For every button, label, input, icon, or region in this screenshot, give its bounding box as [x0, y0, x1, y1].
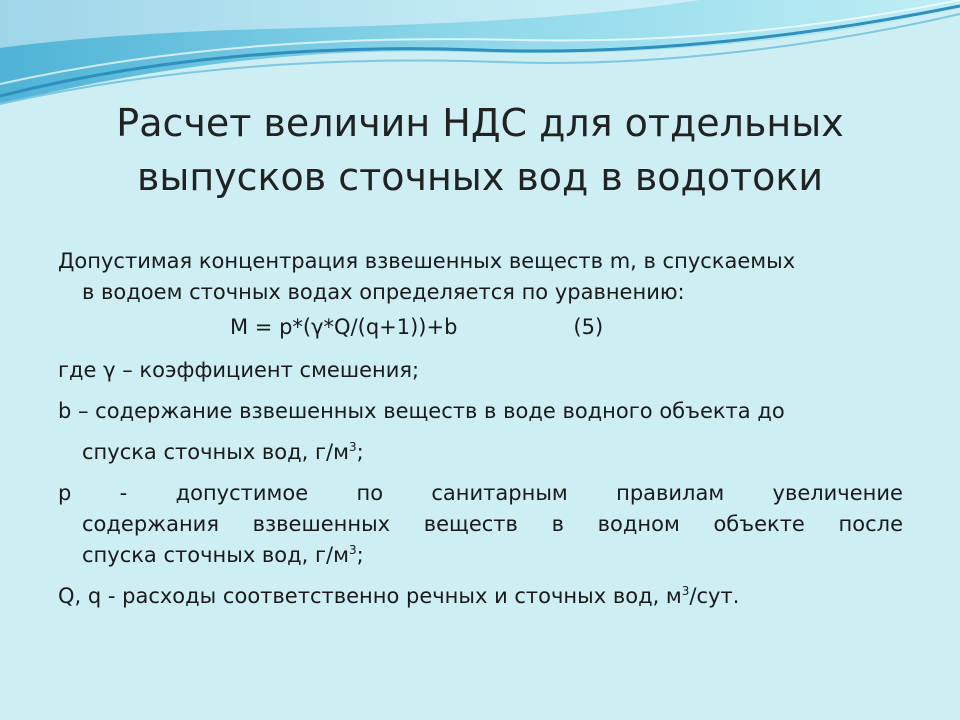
q-definition-text: Q, q - расходы соответственно речных и сточных вод, м: [58, 584, 682, 608]
p-word: по: [356, 481, 384, 505]
p-word: увеличение: [772, 481, 903, 505]
intro-line-1: Допустимая концентрация взвешенных веществ m, в спускаемых: [58, 249, 796, 273]
p-word: санитарным: [431, 481, 568, 505]
formula-number: (5): [573, 315, 604, 339]
title-line-2: выпусков сточных вод в водотоки: [136, 155, 824, 199]
cubic-superscript: 3: [348, 543, 357, 557]
formula-row: [58, 312, 903, 343]
p-word: допустимое: [175, 481, 309, 505]
p-definition-line-2: содержания взвешенных веществ в водном объекте после: [82, 512, 903, 536]
slide-title: [40, 96, 920, 204]
intro-line-2: в водоем сточных водах определяется по уравнению:: [82, 280, 685, 304]
cubic-superscript: 3: [348, 440, 357, 454]
formula: M = p*(γ*Q/(q+1))+b: [230, 315, 458, 339]
title-line-1: Расчет величин НДС для отдельных: [116, 101, 844, 145]
slide-body: [58, 246, 903, 612]
p-word: -: [119, 481, 128, 505]
b-definition-line-1: b – содержание взвешенных веществ в воде водного объекта до: [58, 399, 785, 423]
semicolon: ;: [356, 543, 364, 567]
p-word: p: [58, 481, 72, 505]
q-definition: [58, 581, 903, 612]
q-definition-unit: /сут.: [689, 584, 740, 608]
p-definition-text: спуска сточных вод, г/м: [82, 543, 349, 567]
gamma-definition: где γ – коэффициент смешения;: [58, 358, 420, 382]
b-definition-text: спуска сточных вод, г/м: [82, 440, 349, 464]
b-definition-line-2: [58, 437, 903, 468]
cubic-superscript: 3: [681, 584, 690, 598]
p-word: правилам: [616, 481, 725, 505]
p-definition-line-3: [58, 540, 903, 571]
semicolon: ;: [356, 440, 364, 464]
p-definition-line-1: [58, 478, 903, 509]
